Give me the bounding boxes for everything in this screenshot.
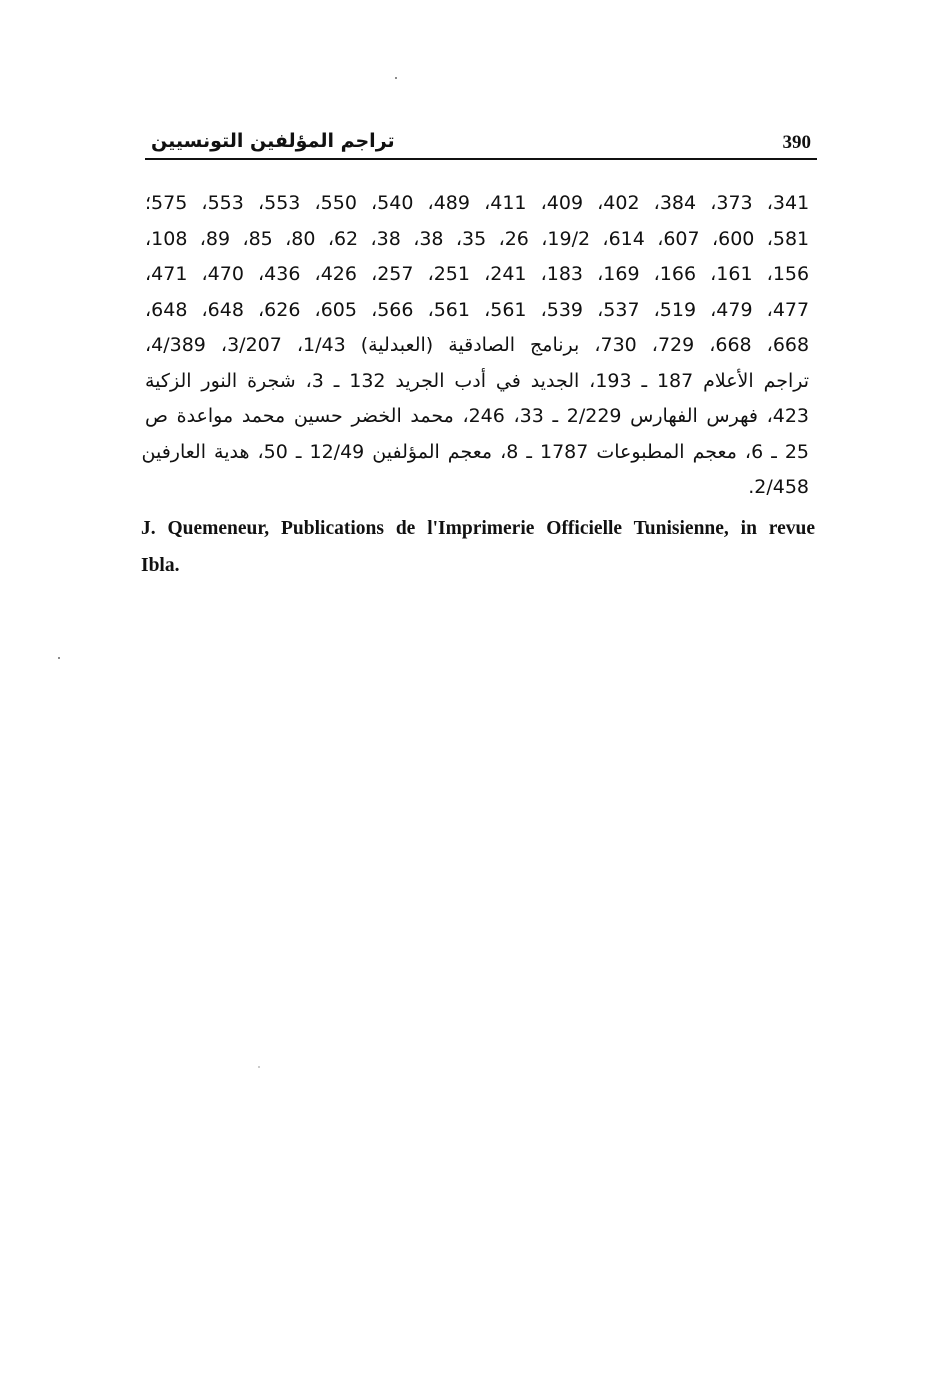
text-line-9: 2/458. [748, 476, 809, 498]
running-title: تراجم المؤلفين التونسيين [151, 130, 395, 152]
text-line-3: 156، 161، 166، 169، 183، 241، 251، 257، 426، 436، 470، 471، [145, 263, 810, 285]
text-line-6: تراجم الأعلام 187 ـ 193، الجديد في أدب الجريد 132 ـ 3، شجرة النور الزكية [145, 369, 810, 392]
text-line-1: 341، 373، 384، 402، 409، 411، 489، 540، 550، 553، 553، 575؛ [145, 192, 810, 214]
text-line-7: 423، فهرس الفهارس 2/229 ـ 33، 246، محمد الخضر حسين محمد مواعدة ص [145, 405, 809, 427]
scan-speck [258, 1066, 260, 1068]
page-header [145, 128, 817, 160]
bibliography-reference [141, 510, 815, 584]
bibliography-line-1: J. Quemeneur, Publications de l'Imprimerie Officielle Tunisienne, in revue [141, 518, 815, 539]
text-line-2: 581، 600، 607، 614، 19/2، 26، 35، 38، 38، 62، 80، 85، 89، 108، [145, 227, 810, 250]
text-line-4: 477، 479، 519، 537، 539، 561، 561، 566، 605، 626، 648، 648، [145, 298, 810, 321]
text-line-8: 25 ـ 6، معجم المطبوعات 1787 ـ 8، معجم المؤلفين 12/49 ـ 50، هدية العارفين [141, 440, 809, 463]
scan-speck [58, 657, 60, 659]
scan-speck [395, 77, 397, 79]
text-line-5: 668، 668، 729، 730، برنامج الصادقية (العبدلية) 1/43، 3/207، 4/389، [145, 334, 810, 356]
page-number: 390 [782, 132, 811, 153]
bibliography-line-2: Ibla. [141, 555, 180, 576]
body-text [141, 186, 810, 506]
